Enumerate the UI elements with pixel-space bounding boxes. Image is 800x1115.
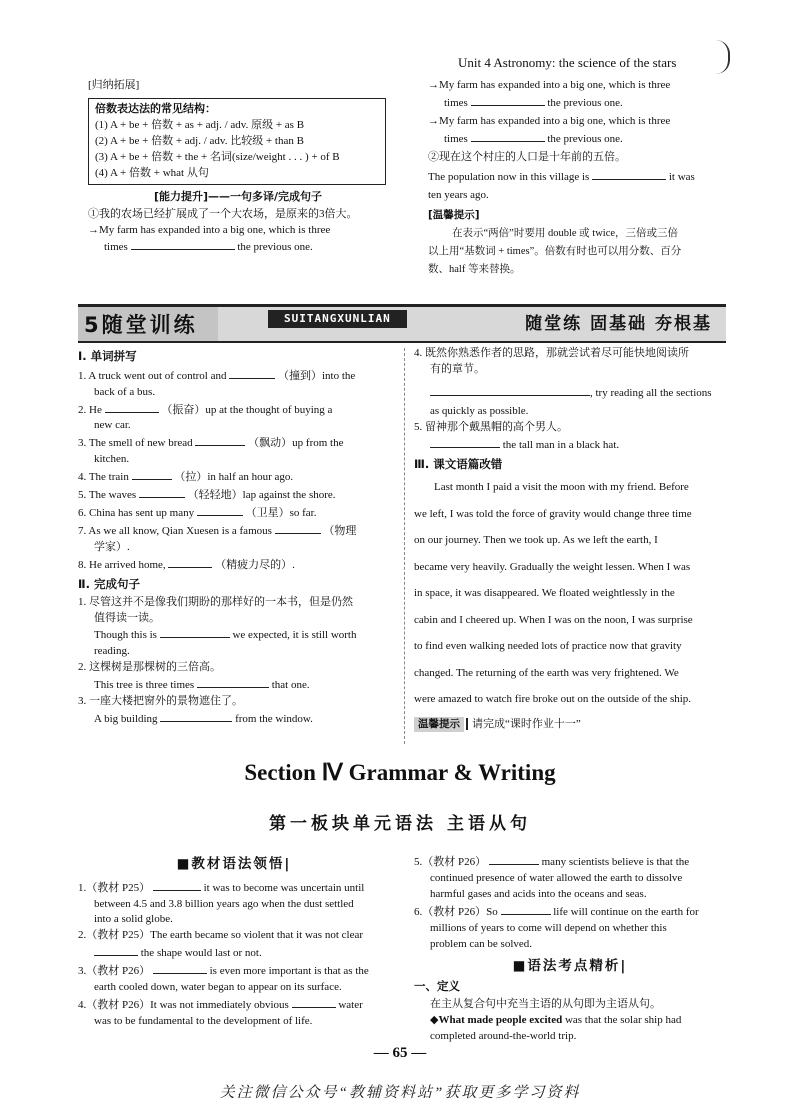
grammar-item-5-line2: continued presence of water allowed the earth to dissolve bbox=[430, 871, 683, 884]
answer-blank[interactable] bbox=[197, 676, 269, 688]
item-hint: （精疲力尽的）. bbox=[215, 558, 295, 571]
definition-example bbox=[414, 1013, 726, 1029]
ability-q2-chinese: ②现在这个村庄的人口是十年前的五倍。 bbox=[428, 150, 626, 163]
item-number: 8. bbox=[78, 558, 87, 571]
item-hint: （卫星）so far. bbox=[245, 507, 317, 520]
ability-heading: [能力提升]——一句多译/完成句子 bbox=[153, 189, 323, 203]
label-times: times bbox=[444, 132, 468, 145]
part1-item-4 bbox=[78, 468, 390, 486]
answer-blank[interactable] bbox=[160, 626, 230, 638]
item-number: 2. bbox=[78, 929, 87, 942]
answer-blank[interactable] bbox=[160, 710, 232, 722]
item-hint: （轻轻地）lap against the shore. bbox=[187, 489, 336, 502]
part2-q1-chinese: 1. 尽管这并不是像我们期盼的那样好的一本书，但是仍然 bbox=[78, 595, 353, 608]
passage-line: we left, I was told the force of gravity would change three time bbox=[414, 507, 692, 520]
grammar-item-5 bbox=[414, 853, 726, 871]
item-source: （教材 P26） bbox=[86, 965, 151, 978]
ability-q1-a-line2 bbox=[88, 238, 388, 256]
item-source: （教材 P25） bbox=[86, 881, 151, 894]
part1-heading: Ⅰ. 单词拼写 bbox=[78, 349, 137, 363]
ability-q2-line2: ten years ago. bbox=[428, 188, 489, 201]
homework-tip-label: 温馨提示 bbox=[414, 717, 464, 732]
item-text: it was to become was uncertain until bbox=[203, 881, 365, 894]
definition-text: 在主从复合句中充当主语的从句即为主语从句。 bbox=[430, 997, 661, 1010]
heading-bar: | bbox=[284, 856, 292, 872]
part2-q4-english-2: as quickly as possible. bbox=[430, 404, 529, 417]
heading-bar: | bbox=[620, 957, 628, 974]
ability-q2-english bbox=[428, 168, 728, 186]
label-previous: the previous one. bbox=[547, 96, 623, 109]
grammar-item-4 bbox=[78, 996, 390, 1014]
q1-pre: Though this is bbox=[94, 629, 157, 642]
grammar-item-1 bbox=[78, 879, 390, 897]
column-divider bbox=[404, 348, 405, 744]
q4-post: , try reading all the sections bbox=[590, 386, 712, 399]
tip-line-1: 在表示“两倍”时要用 double 或 twice，三倍或三倍 bbox=[452, 227, 679, 239]
section-banner bbox=[78, 304, 726, 343]
q3-pre: A big building bbox=[94, 713, 158, 726]
answer-blank[interactable] bbox=[168, 556, 212, 568]
part1-item-6 bbox=[78, 504, 390, 522]
answer-blank[interactable] bbox=[592, 168, 666, 180]
grammar-item-6-line2: millions of years to come will depend on whether this bbox=[430, 921, 667, 934]
item-number: 7. bbox=[78, 525, 87, 538]
item-number: 4. bbox=[78, 999, 87, 1012]
part3-heading: Ⅲ. 课文语篇改错 bbox=[414, 456, 503, 471]
answer-blank[interactable] bbox=[471, 130, 545, 142]
diamond-bullet-icon: ◆ bbox=[430, 1013, 439, 1026]
part2-q3-chinese: 3. 一座大楼把窗外的景物遮住了。 bbox=[78, 695, 243, 708]
item-hint: （物理 bbox=[323, 525, 357, 538]
part1-item-7 bbox=[78, 522, 390, 540]
book-icon: ■ bbox=[512, 957, 528, 974]
passage-line: cabin and I cheered up. When I was on the noon, I was surprise bbox=[414, 613, 693, 626]
answer-blank[interactable] bbox=[229, 367, 275, 379]
item-text: As we all know, Qian Xuesen is a famous bbox=[88, 525, 272, 538]
q2-pre: The population now in this village is bbox=[428, 170, 590, 183]
part1-item-3 bbox=[78, 434, 390, 452]
item-number: 6. bbox=[414, 905, 423, 918]
page-number: — 65 — bbox=[373, 1045, 427, 1061]
item-text: the shape would last or not. bbox=[140, 947, 262, 960]
part2-q4-chinese-2: 有的章节。 bbox=[430, 362, 485, 375]
banner-slogan: 随堂练 固基础 夯根基 bbox=[525, 314, 712, 334]
part1-item-1 bbox=[78, 367, 390, 385]
grammar-item-1-line3: into a solid globe. bbox=[94, 913, 173, 926]
item-source: （教材 P26） bbox=[422, 905, 487, 918]
part2-q5-english bbox=[414, 436, 726, 454]
homework-tip-text: 请完成“课时作业十一” bbox=[466, 718, 581, 730]
ability-q1-a: →My farm has expanded into a big one, which is three bbox=[88, 223, 331, 236]
grammar-right-column bbox=[414, 853, 726, 1045]
item-text: The smell of new bread bbox=[88, 437, 193, 450]
section-subtitle: 第一板块单元语法 主语从句 bbox=[269, 814, 531, 834]
top-left-column bbox=[88, 78, 388, 256]
passage-line: on our journey. Then we took up. As we left the earth, I bbox=[414, 534, 658, 547]
item-number: 1. bbox=[78, 369, 87, 382]
grammar-item-3-line2: earth cooled down, water began to appear on its surface. bbox=[94, 981, 342, 994]
footer-note: 关注微信公众号“教辅资料站”获取更多学习资料 bbox=[219, 1085, 581, 1101]
summary-rule-1: (1) A + be + 倍数 + as + adj. / adv. 原级 + as B bbox=[95, 118, 305, 131]
part2-q2-english bbox=[78, 676, 390, 694]
unit-header: Unit 4 Astronomy: the science of the stars bbox=[458, 55, 677, 70]
passage-line: became very heavily. Gradually the weight lessen. When I was bbox=[414, 560, 691, 573]
grammar-item-1-line2: between 4.5 and 3.8 billion years ago when the dust settled bbox=[94, 897, 354, 910]
item-number: 3. bbox=[78, 965, 87, 978]
item-number: 4. bbox=[78, 471, 87, 484]
part2-q1-english-2: reading. bbox=[94, 645, 130, 658]
part2-q4-english bbox=[414, 384, 726, 402]
item-text: It was not immediately obvious bbox=[150, 999, 289, 1012]
item-source: （教材 P26） bbox=[86, 999, 151, 1012]
homework-tip bbox=[414, 717, 726, 733]
ability-q1-b-line2 bbox=[428, 94, 728, 112]
answer-blank[interactable] bbox=[132, 468, 172, 480]
banner-title: 5随堂训练 bbox=[84, 313, 198, 337]
part2-q1-english bbox=[78, 626, 390, 644]
exercise-left-column bbox=[78, 346, 390, 728]
tip-line-2: 以上用“基数词 + times”。倍数有时也可以用分数、百分 bbox=[428, 246, 682, 257]
item-text: life will continue on the earth for bbox=[553, 905, 699, 918]
answer-blank[interactable] bbox=[197, 504, 243, 516]
label-previous: the previous one. bbox=[547, 132, 623, 145]
part1-item-8 bbox=[78, 556, 390, 574]
passage-line: changed. The returning of the earth was very frightened. We bbox=[414, 666, 679, 679]
grammar-item-6-line3: problem can be solved. bbox=[430, 937, 533, 950]
item-source: （教材 P26） bbox=[422, 856, 487, 868]
grammar-item-5-line3: harmful gases and acids into the oceans and seas. bbox=[430, 887, 647, 900]
label-times: times bbox=[104, 241, 128, 254]
label-previous: the previous one. bbox=[237, 241, 313, 254]
item-text: A truck went out of control and bbox=[88, 369, 227, 382]
grammar-item-2-line2 bbox=[78, 944, 390, 962]
part2-q2-chinese: 2. 这棵树是那棵树的三倍高。 bbox=[78, 661, 221, 674]
passage-line: Last month I paid a visit the moon with my friend. Before bbox=[434, 481, 689, 494]
grammar-heading-text: 教材语法领悟 bbox=[191, 856, 285, 872]
answer-blank[interactable] bbox=[501, 903, 551, 915]
answer-blank[interactable] bbox=[153, 962, 207, 974]
item-text: So bbox=[486, 905, 498, 918]
answer-blank[interactable] bbox=[105, 401, 159, 413]
definition-example-2: completed around-the-world trip. bbox=[430, 1029, 577, 1042]
answer-blank[interactable] bbox=[195, 434, 245, 446]
item-text: is even more important is that as the bbox=[209, 965, 369, 978]
grammar-heading-2 bbox=[414, 957, 726, 977]
q2-pre: This tree is three times bbox=[94, 679, 195, 692]
book-icon: ■ bbox=[176, 856, 192, 872]
item-text: He bbox=[89, 403, 102, 416]
header-bracket-decoration bbox=[716, 40, 730, 74]
item-text: China has sent up many bbox=[89, 507, 195, 520]
tip-line-3: 数、half 等来替换。 bbox=[428, 264, 521, 276]
part2-heading: Ⅱ. 完成句子 bbox=[78, 576, 140, 591]
item-text: The train bbox=[88, 471, 129, 484]
part1-item-7-line2: 学家）. bbox=[94, 541, 130, 554]
item-number: 6. bbox=[78, 507, 87, 520]
answer-blank[interactable] bbox=[139, 486, 185, 498]
passage-line: to find even walking needed lots of practice now that gravity bbox=[414, 640, 682, 653]
ability-q1-c: →My farm has expanded into a big one, which is three bbox=[428, 114, 671, 127]
part2-q5-chinese: 5. 留神那个戴黑帽的高个男人。 bbox=[414, 420, 568, 433]
answer-blank[interactable] bbox=[292, 996, 336, 1008]
section-title: Section Ⅳ Grammar & Writing bbox=[244, 760, 556, 785]
answer-blank[interactable] bbox=[94, 944, 138, 956]
ability-q1-c-line2 bbox=[428, 130, 728, 148]
item-number: 3. bbox=[78, 437, 87, 450]
item-text: The waves bbox=[88, 489, 137, 502]
part1-item-2 bbox=[78, 401, 390, 419]
grammar-left-column bbox=[78, 855, 390, 1030]
example-bold: What made people excited bbox=[438, 1013, 563, 1026]
part1-item-5 bbox=[78, 486, 390, 504]
item-text: water bbox=[338, 999, 363, 1012]
part3-passage bbox=[414, 474, 726, 713]
answer-blank[interactable] bbox=[275, 522, 321, 534]
answer-blank[interactable] bbox=[430, 436, 500, 448]
answer-blank[interactable] bbox=[489, 853, 539, 865]
item-number: 1. bbox=[78, 881, 87, 894]
part2-q1-chinese-2: 值得读一读。 bbox=[94, 611, 160, 624]
answer-blank[interactable] bbox=[471, 94, 545, 106]
summary-box bbox=[88, 98, 386, 185]
ability-q1-b: →My farm has expanded into a big one, which is three bbox=[428, 79, 671, 91]
summary-label: [归纳拓展] bbox=[88, 79, 140, 91]
item-hint: （撞到）into the bbox=[278, 369, 356, 382]
passage-line: were amazed to watch fire broke out on the outside of the ship. bbox=[414, 693, 692, 706]
q2-post: that one. bbox=[271, 679, 310, 692]
item-hint: （拉）in half an hour ago. bbox=[174, 471, 294, 484]
tip-label: [温馨提示] bbox=[428, 208, 480, 221]
summary-title: 倍数表达法的常见结构： bbox=[95, 102, 216, 115]
example-rest: was that the solar ship had bbox=[564, 1013, 682, 1026]
item-number: 5. bbox=[414, 856, 423, 868]
grammar-item-6 bbox=[414, 903, 726, 921]
summary-rule-2: (2) A + be + 倍数 + adj. / adv. 比较级 + than B bbox=[95, 134, 304, 147]
item-hint: （振奋）up at the thought of buying a bbox=[161, 403, 333, 416]
part1-item-2-line2: new car. bbox=[94, 419, 131, 432]
q2-post: it was bbox=[668, 170, 695, 183]
item-text: He arrived home, bbox=[89, 558, 166, 571]
grammar-item-3 bbox=[78, 962, 390, 980]
top-right-column bbox=[428, 78, 728, 277]
banner-pinyin: SUITANGXUNLIAN bbox=[268, 310, 407, 328]
definition-heading: 一、定义 bbox=[414, 979, 460, 994]
ability-q1-chinese: ①我的农场已经扩展成了一个大农场，是原来的3倍大。 bbox=[88, 207, 358, 220]
grammar-heading bbox=[78, 855, 390, 875]
summary-rule-3: (3) A + be + 倍数 + the + 名词(size/weight . . . ) + of B bbox=[95, 150, 340, 163]
answer-blank[interactable] bbox=[131, 238, 235, 250]
q3-post: from the window. bbox=[235, 713, 313, 726]
summary-rule-4: (4) A + 倍数 + what 从句 bbox=[95, 166, 209, 179]
part1-item-3-line2: kitchen. bbox=[94, 453, 130, 466]
q5-post: the tall man in a black hat. bbox=[502, 438, 620, 451]
grammar-item-4-line2: was to be fundamental to the development of life. bbox=[94, 1015, 313, 1028]
part2-q4-chinese: 4. 既然你熟悉作者的思路，那就尝试着尽可能快地阅读所 bbox=[414, 347, 689, 359]
item-number: 2. bbox=[78, 403, 87, 416]
item-text: The earth became so violent that it was not clear bbox=[150, 929, 364, 942]
part2-q3-english bbox=[78, 710, 390, 728]
item-source: （教材 P25） bbox=[86, 929, 151, 942]
answer-blank[interactable] bbox=[430, 384, 590, 396]
label-times: times bbox=[444, 96, 468, 109]
item-number: 5. bbox=[78, 489, 87, 502]
q1-post: we expected, it is still worth bbox=[232, 629, 357, 642]
passage-line: in space, it was disappeared. We floated weightlessly in the bbox=[414, 587, 675, 600]
grammar-item-2 bbox=[78, 928, 390, 944]
answer-blank[interactable] bbox=[153, 879, 201, 891]
exercise-right-column bbox=[414, 346, 726, 733]
item-text: many scientists believe is that the bbox=[541, 856, 690, 868]
item-hint: （飘动）up from the bbox=[248, 437, 344, 450]
part1-item-1-line2: back of a bus. bbox=[94, 385, 156, 398]
grammar-heading-2-text: 语法考点精析 bbox=[527, 957, 621, 974]
